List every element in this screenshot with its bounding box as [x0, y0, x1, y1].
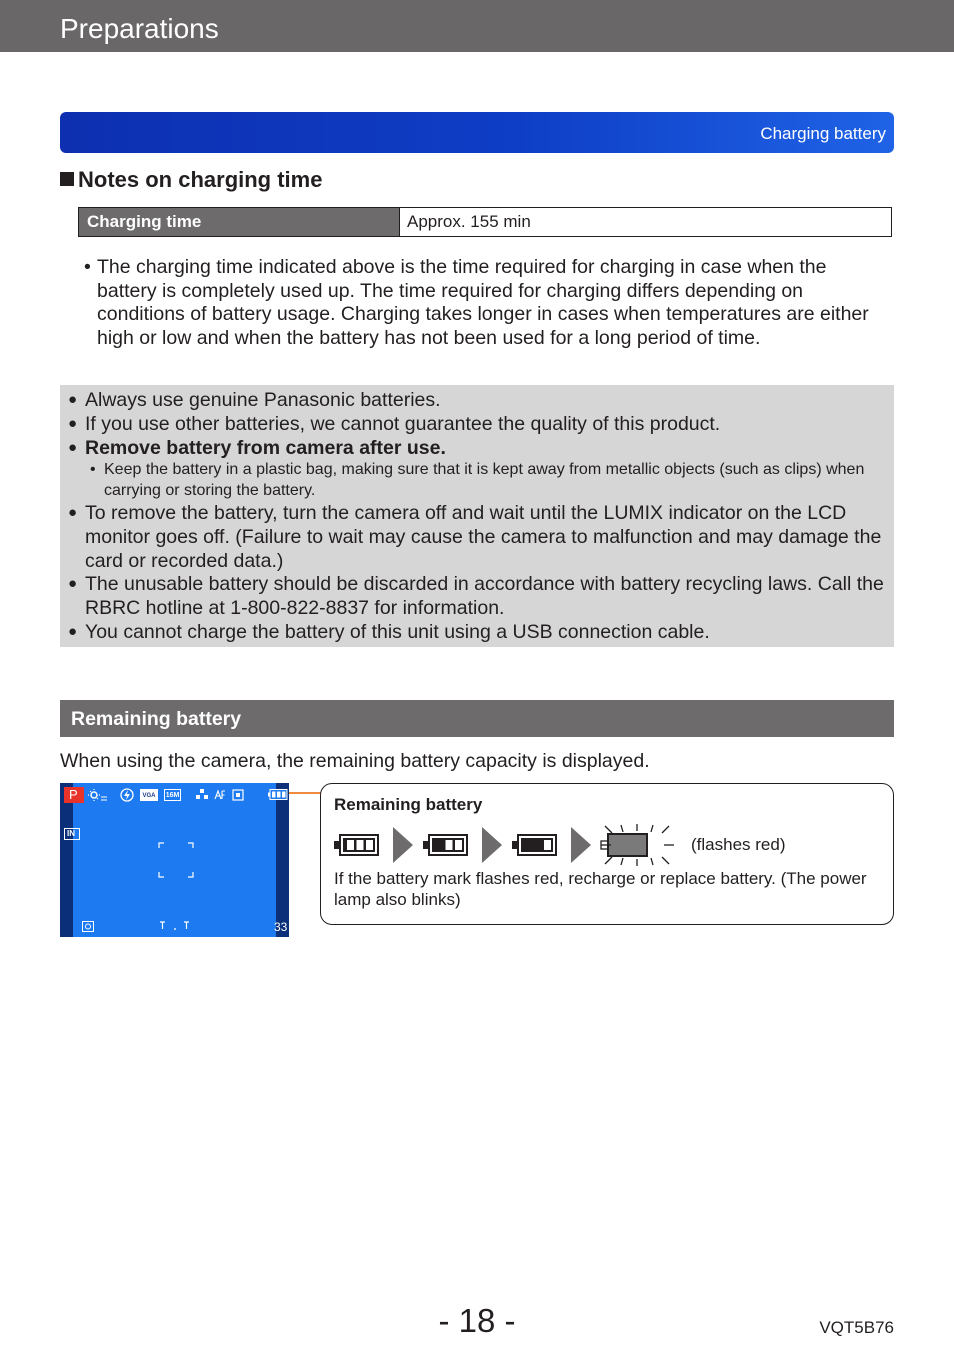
arrow-right-icon [393, 827, 413, 863]
caution-item [68, 501, 888, 573]
page-number: - 18 - [438, 1302, 516, 1339]
notes-heading-text: Notes on charging time [78, 167, 323, 192]
battery-level-bar [347, 840, 354, 850]
battery-level-bar [446, 840, 453, 850]
caution-item [68, 620, 888, 644]
lcd-screen-illustration [60, 783, 289, 937]
caution-item-text: You cannot charge the battery of this unit using a USB connection cable. [85, 621, 710, 643]
lcd-left-border [60, 783, 73, 937]
remaining-battery-bar [60, 700, 894, 737]
picture-size-badge [164, 789, 181, 801]
document-code: VQT5B76 [819, 1318, 894, 1337]
battery-level-sequence [331, 822, 681, 868]
exposure-readout-icon [158, 920, 198, 931]
recording-mode-icon [82, 921, 94, 932]
caution-item-text: Remove battery from camera after use. [85, 437, 446, 459]
flash-icon [120, 788, 134, 802]
battery-level-bar [455, 840, 462, 850]
header-bar [0, 0, 954, 52]
callout-description: If the battery mark flashes red, recharge or replace battery. (The power lamp also blinks) [334, 869, 867, 909]
caution-item [68, 436, 888, 460]
af-frame-icon [158, 842, 194, 878]
dot-bullet-icon: ● [68, 575, 78, 592]
caution-box [60, 385, 894, 647]
white-balance-icon [88, 788, 108, 802]
battery-level-icon [423, 835, 467, 855]
charging-time-label: Charging time [79, 208, 400, 236]
vga-badge-label: VGA [142, 793, 156, 799]
battery-level-icon [334, 835, 378, 855]
caution-item-text: Always use genuine Panasonic batteries. [85, 389, 441, 411]
af-area-icon [196, 789, 208, 801]
vga-badge [140, 789, 158, 801]
charging-time-table [78, 207, 892, 237]
square-bullet-icon [60, 172, 74, 186]
caution-item-text: If you use other batteries, we cannot guarantee the quality of this product. [85, 413, 721, 435]
battery-level-bar [357, 840, 364, 850]
caution-sub-item-text: Keep the battery in a plastic bag, making sure that it is kept away from metallic objects (such as clips) when carrying or storing the battery. [104, 461, 865, 499]
bullet-marker: • [84, 256, 91, 278]
dot-bullet-icon: ● [68, 391, 78, 408]
remaining-battery-heading: Remaining battery [71, 708, 242, 730]
dot-bullet-icon: ● [68, 439, 78, 456]
dot-bullet-icon: ● [68, 415, 78, 432]
dot-bullet-icon: ● [68, 504, 78, 521]
built-in-memory-icon [64, 828, 80, 840]
remaining-battery-callout [320, 783, 894, 925]
flashes-red-note: (flashes red) [691, 835, 786, 854]
metering-icon [232, 789, 244, 801]
dot-bullet-icon: ● [68, 623, 78, 640]
remaining-shots-count: 33 [274, 920, 288, 934]
mode-badge [64, 787, 84, 803]
caution-item [68, 572, 888, 620]
battery-indicator-icon [268, 789, 288, 800]
built-in-memory-label: IN [67, 829, 75, 838]
battery-body-empty [608, 834, 647, 856]
remaining-battery-intro: When using the camera, the remaining battery capacity is displayed. [60, 750, 650, 772]
picture-size-label: 16M [165, 792, 180, 799]
caution-sub-item [90, 459, 890, 501]
battery-level-bar [366, 840, 373, 850]
mode-badge-label: P [69, 787, 78, 802]
section-banner [60, 112, 894, 153]
charging-time-value: Approx. 155 min [407, 212, 531, 231]
af-mode-icon [214, 789, 226, 801]
arrow-right-icon [482, 827, 502, 863]
caution-item [68, 412, 888, 436]
battery-level-bar [544, 840, 551, 850]
caution-item [68, 388, 888, 412]
battery-level-icon [512, 835, 556, 855]
charging-note [84, 256, 890, 350]
lcd-right-border [276, 783, 289, 937]
callout-leader-line [289, 792, 321, 794]
callout-title: Remaining battery [334, 795, 483, 814]
header-title: Preparations [60, 13, 219, 44]
bullet-marker: • [90, 461, 96, 478]
notes-heading [60, 166, 322, 194]
arrow-right-icon [571, 827, 591, 863]
caution-item-text: To remove the battery, turn the camera off and wait until the LUMIX indicator on the LCD monitor goes off. (Failure to wait may cause the camera to malfunction and may damage the card or recorded data.) [85, 502, 882, 572]
charging-note-text: The charging time indicated above is the time required for charging in case when the battery is completely used up. The time required for charging differs depending on conditions of battery usage. Charging takes longer in cases when temperatures are either high or low and when the battery has not been used for a long period of time. [97, 256, 869, 349]
caution-item-text: The unusable battery should be discarded in accordance with battery recycling laws. Call the RBRC hotline at 1-800-822-8837 for information. [85, 573, 884, 619]
section-banner-label: Charging battery [760, 124, 886, 143]
